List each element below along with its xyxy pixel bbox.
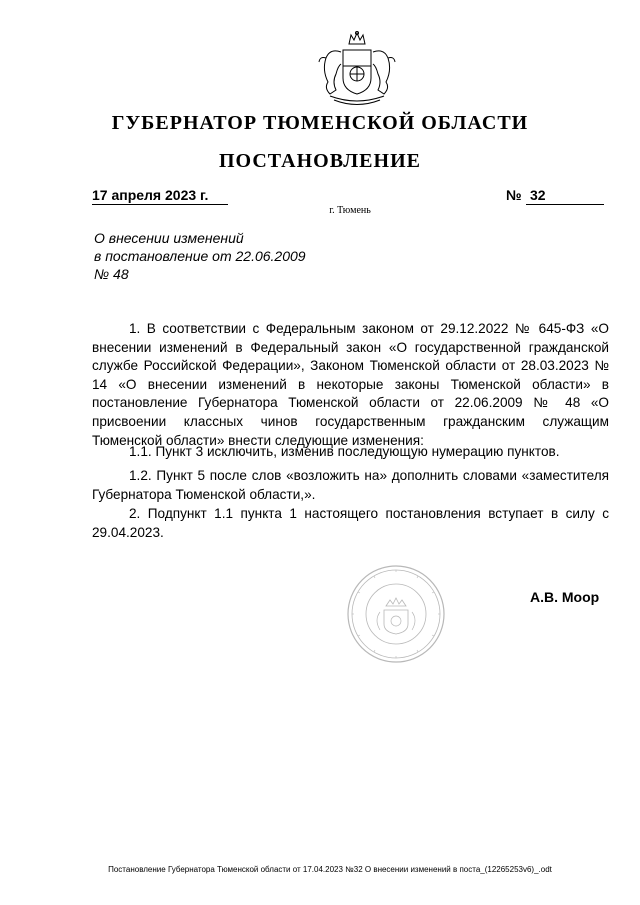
document-type: ПОСТАНОВЛЕНИЕ xyxy=(219,150,421,172)
paragraph-1-2: 1.2. Пункт 5 после слов «возложить на» дополнить словами «заместителя Губернатора Тюменской области,». xyxy=(92,468,609,502)
paragraph-2: 2. Подпункт 1.1 пункта 1 настоящего постановления вступает в силу с 29.04.2023. xyxy=(92,506,609,540)
number-label: № xyxy=(506,187,522,203)
paragraph-1-1: 1.1. Пункт 3 исключить, изменив последующую нумерацию пунктов. xyxy=(129,444,560,459)
issuer-title: ГУБЕРНАТОР ТЮМЕНСКОЙ ОБЛАСТИ xyxy=(111,112,529,134)
subject-line: в постановление от 22.06.2009 xyxy=(94,248,306,264)
paragraph-1: 1. В соответствии с Федеральным законом от 29.12.2022 № 645-ФЗ «О внесении изменений в Федеральный закон «О государственной гражданской службе Российской Федерации», Законом Тюменской области от 28.03.2023 № 14 «О внесении изменений в некоторые законы Тюменской области» в постановление Губернатора Тюменской области от 22.06.2009 № 48 «О присвоении классных чинов государственным гражданским служащим Тюменской области» внести следующие изменения: xyxy=(92,321,609,448)
document-number: 32 xyxy=(526,187,604,205)
subject-block xyxy=(94,229,334,283)
signatory-name: А.В. Моор xyxy=(530,589,600,605)
official-seal-icon xyxy=(346,564,446,664)
city-label: г. Тюмень xyxy=(329,205,371,216)
document-date: 17 апреля 2023 г. xyxy=(92,187,228,205)
subject-line: О внесении изменений xyxy=(94,230,244,246)
footer-filename: Постановление Губернатора Тюменской области от 17.04.2023 №32 О внесении изменений в поста_(12265253v6)_.odt xyxy=(108,865,552,874)
subject-line: № 48 xyxy=(94,266,129,282)
coat-of-arms-icon xyxy=(316,30,398,110)
